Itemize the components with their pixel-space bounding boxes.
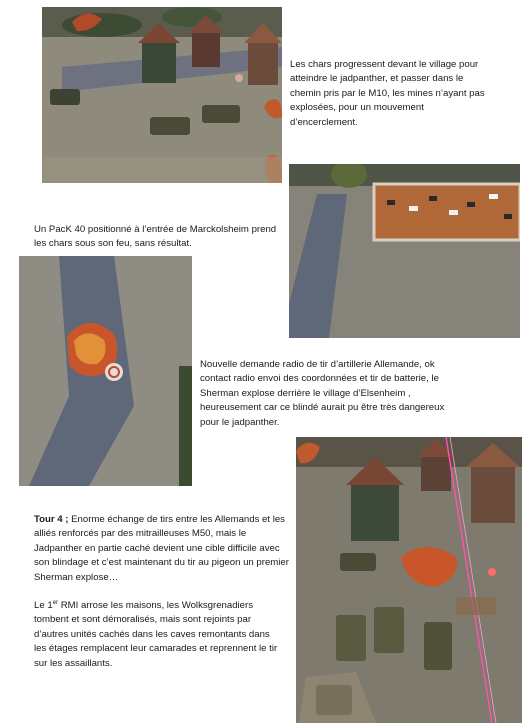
photo-village-advance <box>42 7 282 183</box>
photo-road-explosion <box>19 256 192 486</box>
photo-tour4-battle <box>296 437 522 723</box>
photo-road-field <box>289 164 520 338</box>
tour-label: Tour 4 ; <box>34 514 69 525</box>
paragraph-pack40: Un PacK 40 positionné à l’entrée de Marckolsheim prend les chars sous son feu, sans résultat. <box>34 224 277 250</box>
paragraph-tanks-progress: Les chars progressent devant le village pour atteindre le jadpanther, et passer dans le chemin pris par le M10, les mines n’ayant pas explosées, pour un mouvement d’encerclement. <box>290 59 485 128</box>
paragraph-tour4 <box>34 513 290 585</box>
paragraph-artillery: Nouvelle demande radio de tir d’artillerie Allemande, ok contact radio envoi des coordonnées et tir de batterie, le Sherman explose derrière le village d’Elsenheim , heureusement car ce blindé aurait pu être très dangereux pour le jadpanther. <box>200 359 445 428</box>
paragraph-rmi: Le 1er RMI arrose les maisons, les Wolksgrenadiers tombent et sont démoralisés, mais sont rejoints par d’autres unités cachés dans les caves remontants dans les étages remplacent leur camarades et reprennent le tir sur les assaillants. <box>34 599 278 669</box>
tour-text: Enorme échange de tirs entre les Allemands et les alliés renforcés par des mitrailleuses M50, mais le Jadpanther en partie caché devient une cible difficile avec son blindage et c’est maintenant du tir au pigeon un premier Sherman explose… <box>34 514 289 583</box>
